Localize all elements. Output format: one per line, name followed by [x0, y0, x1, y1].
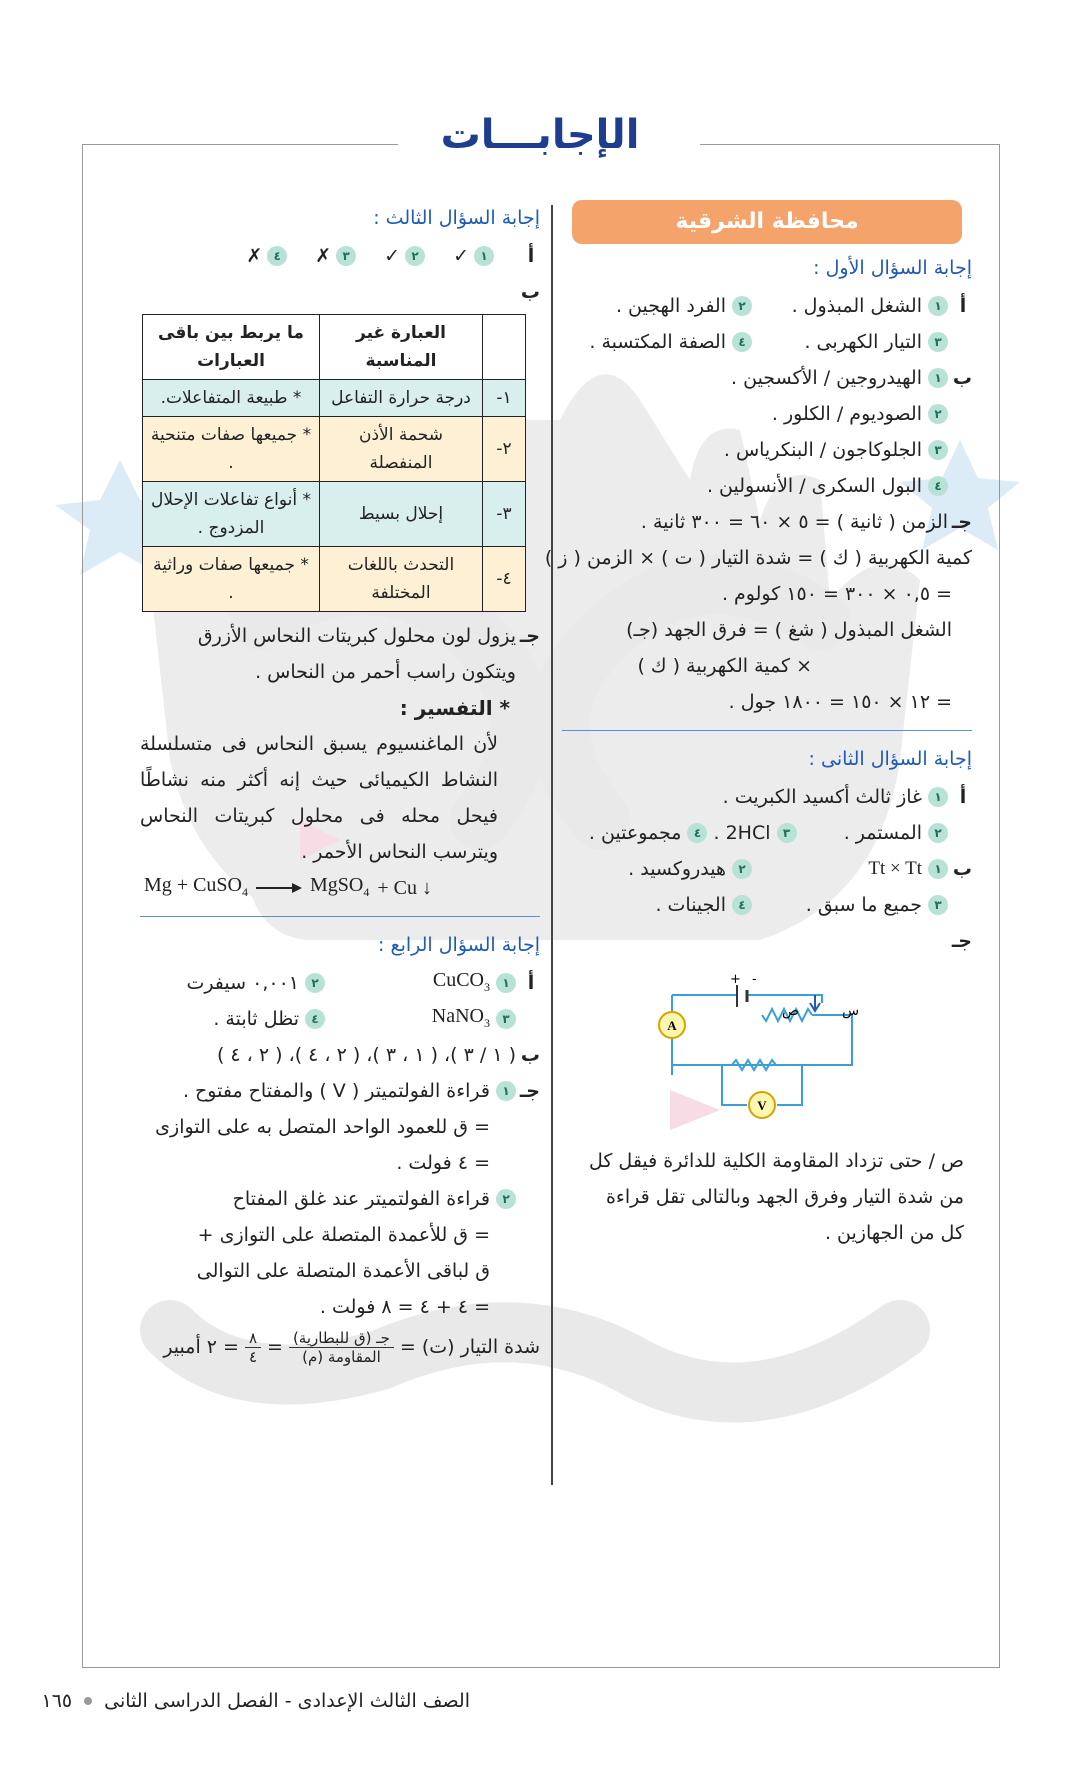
denominator: ٤ [248, 1347, 258, 1366]
q2-a-row2 [562, 815, 972, 851]
terminal-p-label: ص [782, 1003, 799, 1019]
answer-text: المستمر . [843, 822, 922, 844]
answer-text: الجينات . [655, 894, 726, 916]
answer-text: الجلوكاجون / البنكرياس . [723, 439, 922, 461]
q4-c-row2 [140, 1109, 540, 1145]
calc-line: = ١٢ × ١٥٠ = ١٨٠٠ جول . [728, 691, 952, 713]
calc-line: = ٤ + ٤ = ٨ فولت . [319, 1296, 490, 1318]
right-column [544, 200, 972, 1251]
result: = ٢ أمبير [163, 1336, 239, 1358]
number-badge: ٢ [732, 296, 752, 316]
col-header-odd: العبارة غير المناسبة [320, 315, 483, 380]
q1-c-line3 [562, 576, 972, 612]
check-mark: ✓ [384, 245, 401, 267]
products: MgSO [309, 873, 364, 896]
chemical-equation [140, 870, 540, 906]
number-badge: ٣ [928, 895, 948, 915]
part-label: ب [952, 367, 972, 389]
q1-b-row4 [562, 468, 972, 504]
answer-text: البول السكرى / الأنسولين . [706, 475, 922, 497]
odd-cell: درجة حرارة التفاعل [320, 380, 483, 417]
calc-line: الشغل المبذول ( شغ ) = فرق الجهد (جـ) [626, 619, 952, 641]
q2-b-row2 [562, 887, 972, 923]
number-badge: ٤ [305, 1009, 325, 1029]
calc-line: الزمن ( ثانية ) = ٥ × ٦٠ = ٣٠٠ ثانية . [640, 511, 948, 533]
frame-right [999, 144, 1000, 1668]
answer-text: الصوديوم / الكلور . [771, 403, 922, 425]
part-label: أ [959, 786, 967, 808]
part-label: جـ [951, 511, 972, 533]
number-badge: ٢ [928, 823, 948, 843]
minus-sign: - [752, 972, 757, 987]
answer-text: الفرد الهجين . [615, 295, 726, 317]
q1-c-line1 [562, 504, 972, 540]
answer-text: ٠,٠٠١ سيفرت [186, 972, 299, 994]
q4-c-row6 [140, 1253, 540, 1289]
answer-text: 2HCl . [713, 822, 771, 844]
q1-a-row2 [562, 324, 972, 360]
column-divider [551, 205, 553, 1485]
answer-text: الهيدروجين / الأكسجين . [731, 367, 922, 389]
number-badge: ٢ [732, 859, 752, 879]
formula: CuCO [432, 968, 484, 991]
answer-text: الصفة المكتسبة . [589, 331, 726, 353]
circuit-diagram [652, 965, 882, 1135]
calc-line: كمية الكهربية ( ك ) = شدة التيار ( ت ) × الزمن ( ز ) [544, 547, 972, 569]
q4-b-row [140, 1037, 540, 1073]
reactants: Mg + CuSO [144, 873, 242, 896]
number-badge: ٤ [732, 895, 752, 915]
tafsir-heading: * التفسير : [399, 696, 510, 720]
number-badge: ١ [496, 1081, 516, 1101]
plus-sign: + [730, 972, 741, 987]
part-label: ب [520, 1044, 540, 1066]
odd-cell: التحدث باللغات المختلفة [320, 547, 483, 612]
frame-bottom [82, 1667, 1000, 1668]
table-row [143, 417, 526, 482]
numerator: ٨ [245, 1329, 261, 1348]
q1-heading: إجابة السؤال الأول : [813, 257, 972, 279]
calc-line: ق لباقى الأعمدة المتصلة على التوالى [196, 1260, 490, 1282]
equals-sign: = [267, 1336, 283, 1358]
formula-label: شدة التيار (ت) = [399, 1336, 540, 1358]
number-badge: ٤ [928, 476, 948, 496]
footer-dot [84, 1697, 92, 1705]
col-header-link: ما يربط بين باقى العبارات [143, 315, 320, 380]
sliding-contact-arrow [810, 995, 820, 1011]
q3-table [142, 314, 526, 612]
cross-mark: ✗ [315, 245, 332, 267]
table-header-row [143, 315, 526, 380]
q4-c-row7 [140, 1289, 540, 1325]
subscript: 4 [241, 884, 248, 899]
number-badge: ١ [928, 859, 948, 879]
arrow-icon [256, 882, 302, 894]
denominator: المقاومة (م) [302, 1347, 381, 1366]
number-badge: ٢ [928, 404, 948, 424]
frame-left [82, 144, 83, 1668]
answer-text: غاز ثالث أكسيد الكبريت . [722, 786, 922, 808]
section-divider [562, 730, 972, 731]
answer-text: جميع ما سبق . [805, 894, 922, 916]
q4-a-row2 [140, 1001, 540, 1037]
answer-text: الشغل المبذول . [791, 295, 922, 317]
q1-c-line6 [562, 684, 972, 720]
q2-b-row1 [562, 851, 972, 887]
fraction [289, 1329, 394, 1366]
number-badge: ١ [928, 368, 948, 388]
row-number: ١- [483, 380, 526, 417]
odd-cell: إحلال بسيط [320, 482, 483, 547]
number-badge: ١ [474, 246, 494, 266]
frame-top-right [700, 144, 1000, 145]
q3-a-marks [140, 238, 540, 274]
number-badge: ٣ [928, 440, 948, 460]
subscript: 4 [363, 884, 370, 899]
formula: NaNO [431, 1004, 484, 1027]
number-badge: ١ [928, 787, 948, 807]
number-badge: ٤ [687, 823, 707, 843]
calc-line: = ٠,٥ × ٣٠٠ = ١٥٠ كولوم . [721, 583, 952, 605]
row-number: ٣- [483, 482, 526, 547]
link-cell: * أنواع تفاعلات الإحلال المزدوج . [143, 482, 320, 547]
q4-c-row5 [140, 1217, 540, 1253]
part-label: أ [527, 972, 535, 994]
section-divider [140, 916, 540, 917]
odd-cell: شحمة الأذن المنفصلة [320, 417, 483, 482]
number-badge: ٤ [267, 246, 287, 266]
part-label: أ [527, 245, 535, 267]
part-label: جـ [951, 930, 972, 952]
q4-c-row3 [140, 1145, 540, 1181]
governorate-banner: محافظة الشرقية [572, 200, 962, 244]
fraction [245, 1329, 261, 1366]
answer-text: تظل ثابتة . [213, 1008, 299, 1030]
q1-a-row1 [562, 288, 972, 324]
observation-text: يزول لون محلول كبريتات النحاس الأزرق ويتكون راسب أحمر من النحاس . [197, 625, 516, 683]
ammeter-label: A [667, 1018, 677, 1033]
subscript: 3 [484, 979, 490, 994]
calc-line: = ق للأعمدة المتصلة على التوازى + [197, 1224, 490, 1246]
number-badge: ١ [496, 973, 516, 993]
number-badge: ٣ [928, 332, 948, 352]
table-row [143, 547, 526, 612]
answer-text: Tt × Tt [868, 858, 922, 879]
q3-b-row [140, 274, 540, 310]
q4-c-row4 [140, 1181, 540, 1217]
numerator: جـ (ق للبطارية) [289, 1329, 394, 1348]
number-badge: ١ [928, 296, 948, 316]
q1-c-line4 [562, 612, 972, 648]
number-badge: ٣ [336, 246, 356, 266]
link-cell: * جميعها صفات وراثية . [143, 547, 320, 612]
answer-text: مجموعتين . [588, 822, 682, 844]
row-number: ٢- [483, 417, 526, 482]
table-row [143, 380, 526, 417]
products-end: + Cu ↓ [377, 877, 432, 899]
answer-text: ( ١ / ٣ )، ( ١ ، ٣ )، ( ٢ ، ٤ )، ( ٢ ، ٤ ) [216, 1044, 516, 1066]
link-cell: * طبيعة المتفاعلات. [143, 380, 320, 417]
q2-c-row [562, 923, 972, 959]
page-title: الإجابـــات [440, 112, 640, 158]
current-formula [140, 1325, 540, 1369]
number-badge: ٢ [405, 246, 425, 266]
answer-text: التيار الكهربى . [804, 331, 922, 353]
q4-heading: إجابة السؤال الرابع : [378, 934, 540, 956]
number-badge: ٤ [732, 332, 752, 352]
row-number: ٤- [483, 547, 526, 612]
page-number: ١٦٥ [41, 1690, 73, 1712]
calc-line: = ٤ فولت . [396, 1152, 490, 1174]
q1-b-row1 [562, 360, 972, 396]
calc-line: قراءة الفولتميتر ( V ) والمفتاح مفتوح . [182, 1080, 490, 1102]
part-label: ب [520, 281, 540, 303]
q4-c-row1 [140, 1073, 540, 1109]
subscript: 3 [484, 1015, 490, 1030]
calc-line: قراءة الفولتميتر عند غلق المفتاح [232, 1188, 490, 1210]
calc-line: × كمية الكهربية ( ك ) [637, 655, 812, 677]
q3-c-lead [140, 618, 540, 690]
part-label: أ [959, 295, 967, 317]
q2-heading: إجابة السؤال الثانى : [808, 748, 972, 770]
calc-line: = ق للعمود الواحد المتصل به على التوازى [155, 1116, 490, 1138]
cross-mark: ✗ [246, 245, 263, 267]
voltmeter-label: V [757, 1098, 767, 1113]
left-column [140, 196, 540, 1369]
q3-heading: إجابة السؤال الثالث : [373, 207, 540, 229]
table-row [143, 482, 526, 547]
q1-c-line5 [562, 648, 972, 684]
terminal-s-label: س [842, 1003, 860, 1019]
part-label: ب [952, 858, 972, 880]
number-badge: ٣ [777, 823, 797, 843]
answer-text: هيدروكسيد . [628, 858, 726, 880]
q1-b-row3 [562, 432, 972, 468]
footer-text: الصف الثالث الإعدادى - الفصل الدراسى الثانى [104, 1690, 470, 1712]
link-cell: * جميعها صفات متنحية . [143, 417, 320, 482]
number-badge: ٣ [496, 1009, 516, 1029]
circuit-explanation: ص / حتى تزداد المقاومة الكلية للدائرة فيقل كل من شدة التيار وفرق الجهد وبالتالى تقل قراءة كل من الجهازين . [588, 1150, 964, 1244]
part-label: جـ [519, 625, 540, 647]
page-footer [41, 1690, 470, 1712]
explanation-text: لأن الماغنسيوم يسبق النحاس فى متسلسلة النشاط الكيميائى حيث إنه أكثر منه نشاطًا فيحل محله فى محلول كبريتات النحاس ويترسب النحاس الأحمر . [140, 733, 498, 863]
frame-top-left [82, 144, 398, 145]
q2-a-row1 [562, 779, 972, 815]
q4-a-row1 [140, 965, 540, 1001]
number-badge: ٢ [305, 973, 325, 993]
part-label: جـ [519, 1080, 540, 1102]
q1-b-row2 [562, 396, 972, 432]
check-mark: ✓ [453, 245, 469, 267]
q1-c-line2 [544, 540, 972, 576]
number-badge: ٢ [496, 1189, 516, 1209]
